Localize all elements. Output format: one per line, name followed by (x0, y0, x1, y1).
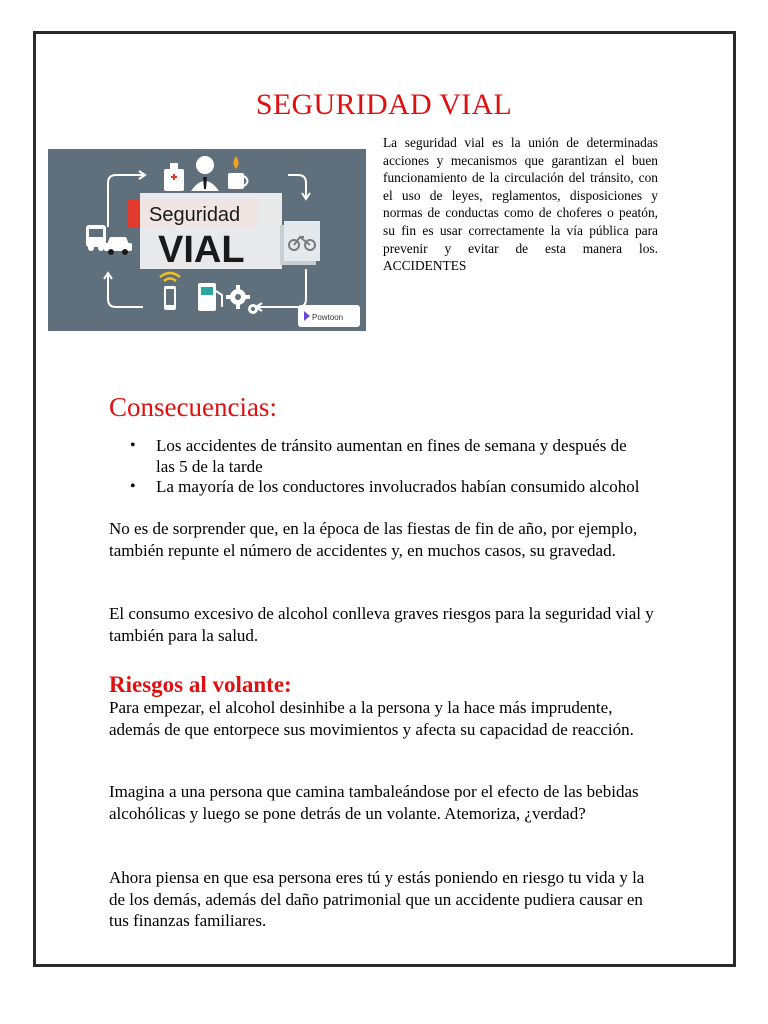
document-title: SEGURIDAD VIAL (255, 88, 513, 121)
consequences-heading: Consecuencias: (109, 392, 277, 422)
list-item: • La mayoría de los conductores involucrados habían consumido alcohol (108, 477, 648, 498)
hero-label-2: VIAL (158, 229, 245, 271)
seguridad-vial-image (48, 149, 366, 331)
phone-icon (164, 286, 176, 310)
paragraph-risk-1: Para empezar, el alcohol desinhibe a la persona y la hace más imprudente, además de que entorpece sus movimientos y afecta su capacidad de reacción. (109, 698, 634, 739)
powtoon-text: Powtoon (312, 313, 344, 322)
paragraph-risk-2: Imagina a una persona que camina tambaleándose por el efecto de las bebidas alcohólicas y luego se pone detrás de un volante. Atemoriza, ¿verdad? (109, 782, 639, 823)
powtoon-logo (298, 305, 360, 327)
consequences-list (108, 436, 648, 498)
paragraph-holidays: No es de sorprender que, en la época de las fiestas de fin de año, por ejemplo, también repunte el número de accidentes y, en muchos casos, su gravedad. (109, 519, 638, 560)
bicycle-icon (280, 221, 320, 265)
paragraph-risk-3: Ahora piensa en que esa persona eres tú y estás poniendo en riesgo tu vida y la de los demás, además del daño patrimonial que un accidente pudiera causar en tus finanzas familiares. (109, 868, 645, 930)
list-item: • Los accidentes de tránsito aumentan en fines de semana y después de las 5 de la tarde (108, 436, 648, 477)
risks-heading: Riesgos al volante: (109, 672, 292, 697)
intro-paragraph: La seguridad vial es la unión de determinadas acciones y mecanismos que garantizan el buen funcionamiento de la circulación del tránsito, con el uso de leyes, reglamentos, disposiciones y normas de conductas como de choferes o peatón, su fin es usar correctamente la vía pública para prevenir y evitar de esta manera los. ACCIDENTES (383, 135, 658, 274)
paragraph-alcohol: El consumo excesivo de alcohol conlleva graves riesgos para la seguridad vial y también para la salud. (109, 604, 654, 645)
hero-label-1: Seguridad (149, 204, 241, 226)
